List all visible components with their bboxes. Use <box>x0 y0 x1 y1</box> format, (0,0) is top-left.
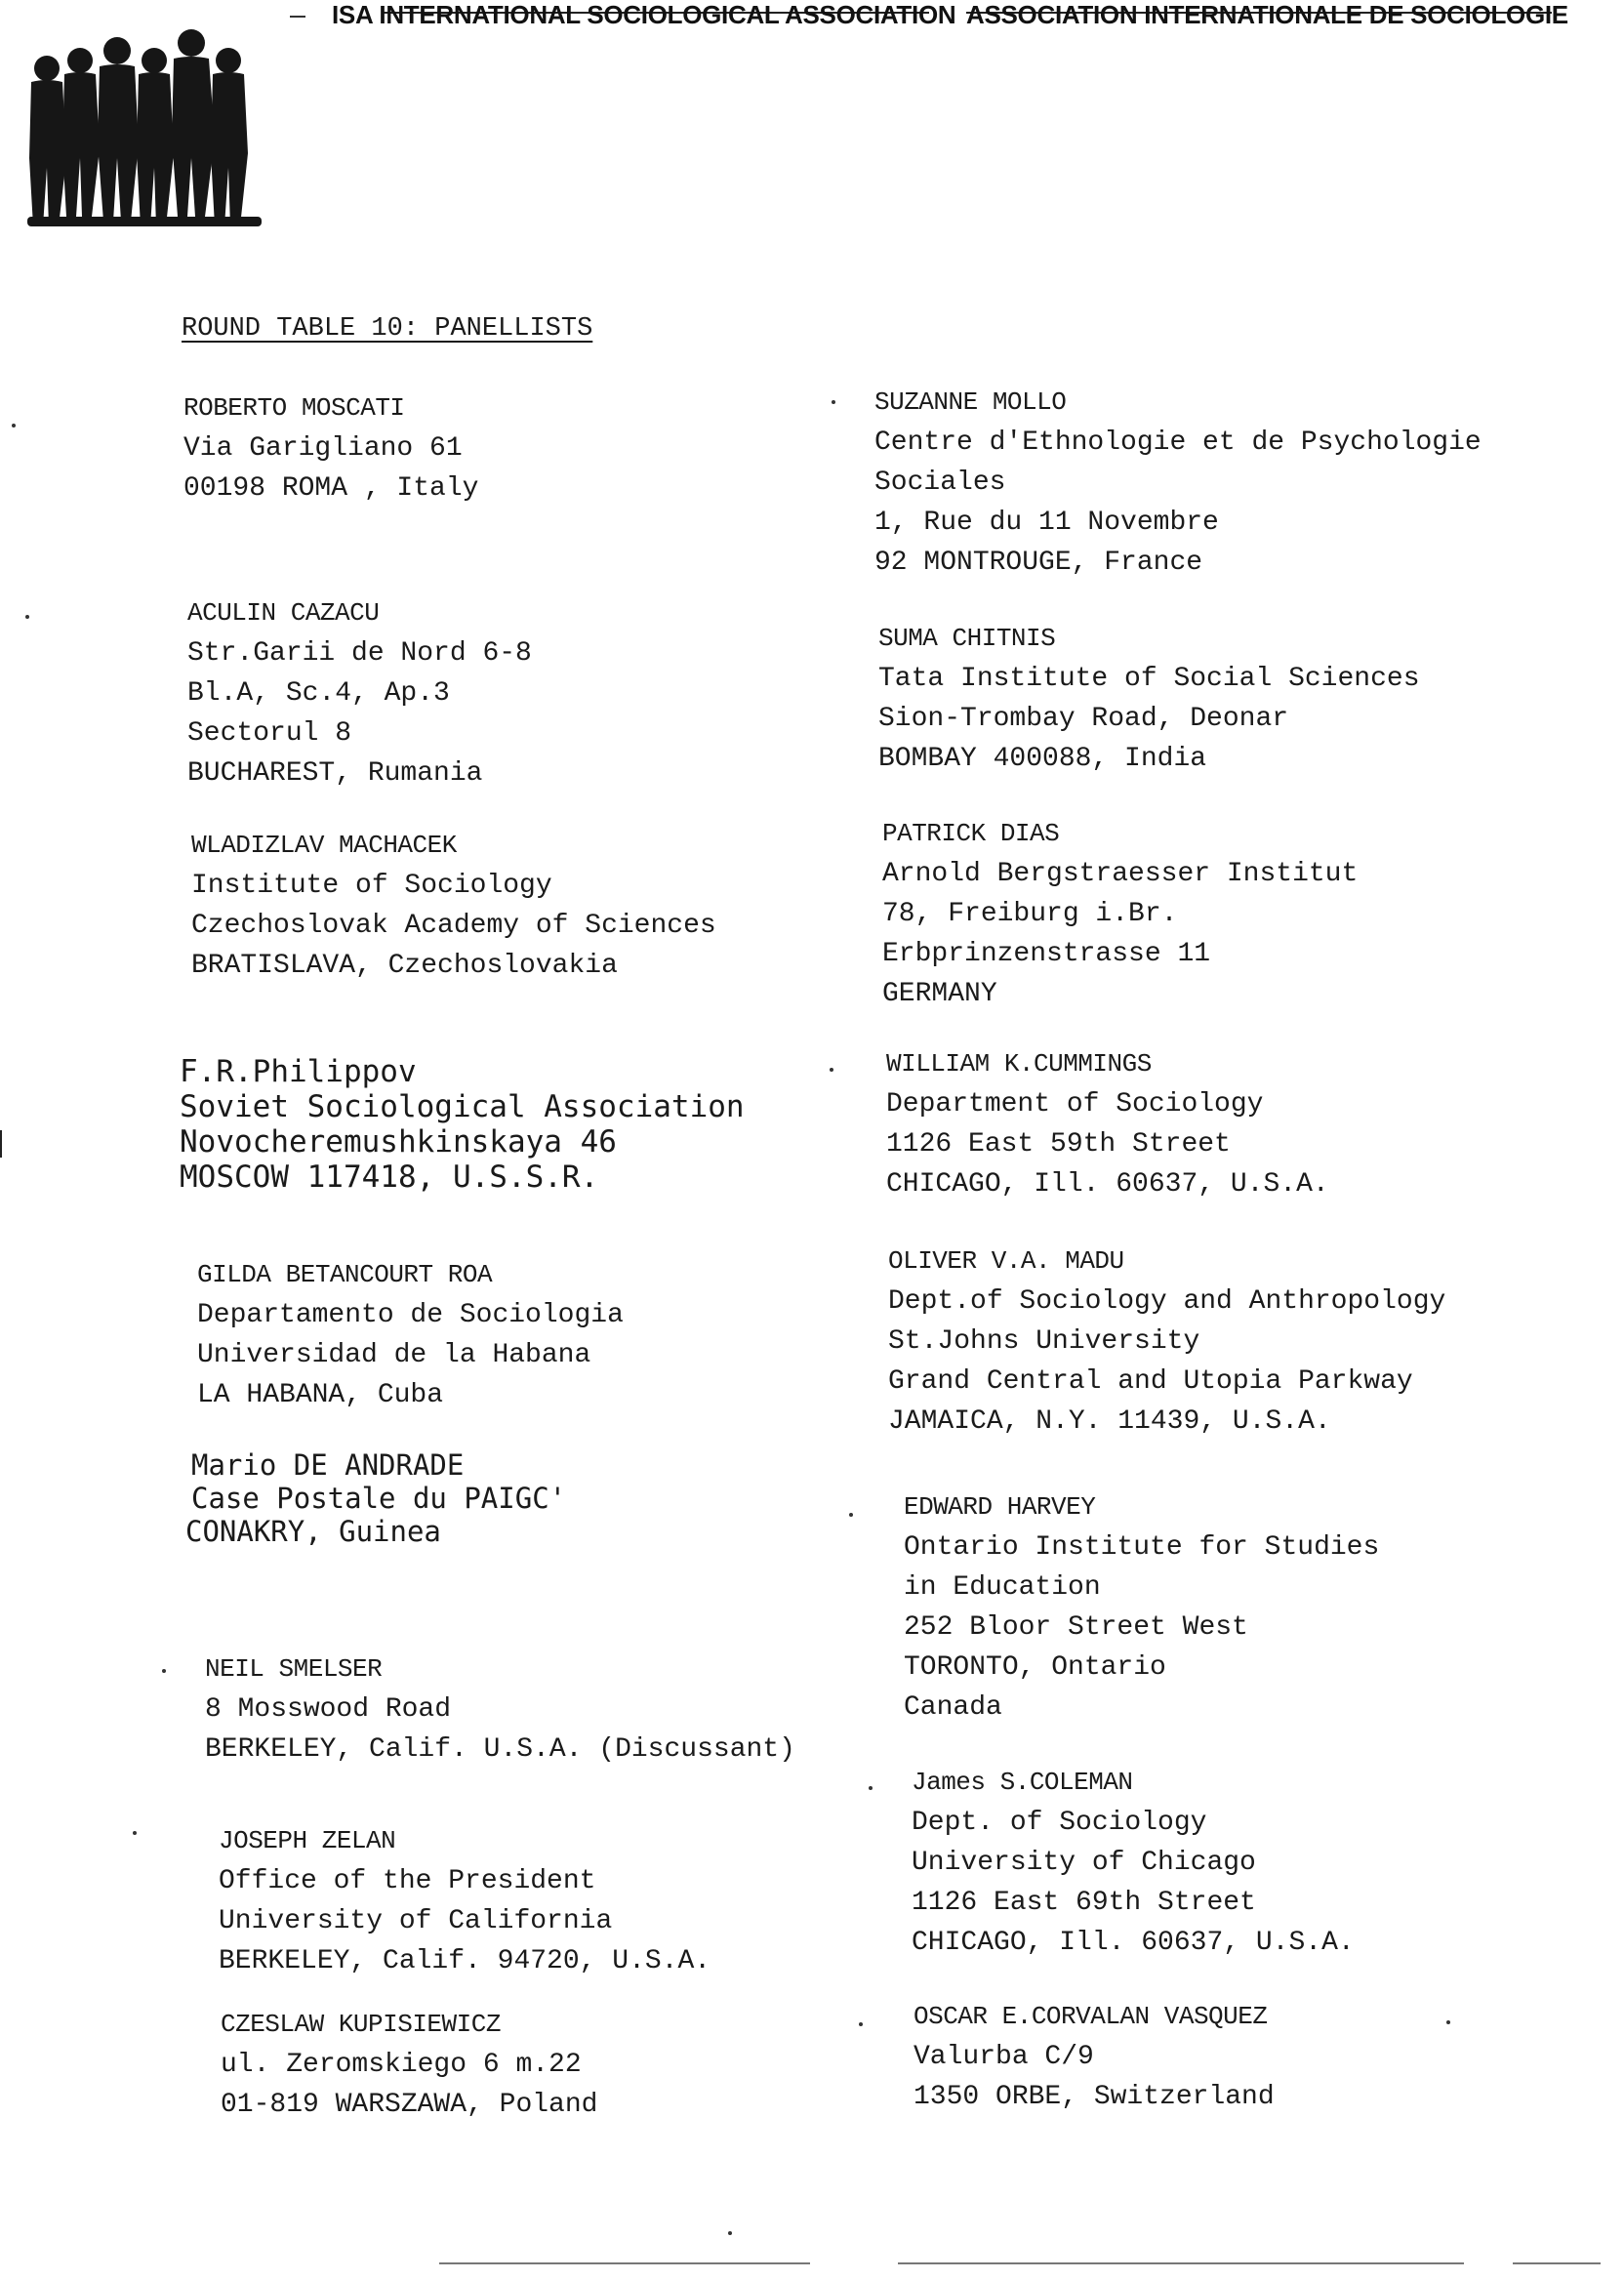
address-line: Institute of Sociology <box>191 871 552 901</box>
address-line: Departamento de Sociologia <box>197 1300 624 1330</box>
panellist-entry <box>180 1054 745 1195</box>
address-line: JAMAICA, N.Y. 11439, U.S.A. <box>888 1406 1331 1437</box>
address-line: BRATISLAVA, Czechoslovakia <box>191 951 618 981</box>
panellist-entry <box>183 388 478 509</box>
scan-edge-mark <box>0 1130 2 1158</box>
address-line: St.Johns University <box>888 1326 1200 1357</box>
scan-speck <box>849 1513 853 1517</box>
address-line: Centre d'Ethnologie et de Psychologie <box>874 428 1482 458</box>
address-line: BERKELEY, Calif. U.S.A. (Discussant) <box>205 1734 795 1765</box>
address-line: Ontario Institute for Studies <box>904 1532 1380 1563</box>
letterhead <box>0 0 1624 254</box>
address-line: University of California <box>219 1906 613 1936</box>
address-line: Novocheremushkinskaya 46 <box>180 1124 617 1160</box>
address-line: Canada <box>904 1692 1002 1723</box>
scan-speck <box>12 424 16 428</box>
panellist-name: PATRICK DIAS <box>882 819 1060 848</box>
address-line: Grand Central and Utopia Parkway <box>888 1366 1413 1397</box>
people-silhouette-group-icon <box>20 21 264 231</box>
address-line: University of Chicago <box>912 1848 1256 1878</box>
panellist-name: SUMA CHITNIS <box>878 624 1056 653</box>
address-line: 1350 ORBE, Switzerland <box>914 2082 1275 2112</box>
panellist-name: OSCAR E.CORVALAN VASQUEZ <box>914 2002 1268 2031</box>
address-line: Soviet Sociological Association <box>180 1089 745 1124</box>
panellist-name: ROBERTO MOSCATI <box>183 393 405 423</box>
scan-speck <box>859 2022 863 2026</box>
panellist-entry <box>904 1487 1379 1728</box>
address-line: Valurba C/9 <box>914 2042 1094 2072</box>
panellist-entry <box>912 1763 1355 1963</box>
panellist-entry <box>874 383 1482 583</box>
address-line: 78, Freiburg i.Br. <box>882 899 1178 929</box>
address-line: Sectorul 8 <box>187 718 352 749</box>
address-line: Office of the President <box>219 1866 596 1896</box>
address-line: Case Postale du PAIGC' <box>191 1482 567 1515</box>
panellist-name: ACULIN CAZACU <box>187 598 380 628</box>
scan-speck <box>1446 2020 1450 2024</box>
address-line: Erbprinzenstrasse 11 <box>882 939 1211 969</box>
address-line: BUCHAREST, Rumania <box>187 758 483 789</box>
panellist-name: Mario DE ANDRADE <box>191 1448 465 1482</box>
panellist-name: James S.COLEMAN <box>912 1768 1133 1797</box>
address-line: Tata Institute of Social Sciences <box>878 664 1420 694</box>
panellist-name: SUZANNE MOLLO <box>874 387 1067 417</box>
address-line: Dept. of Sociology <box>912 1808 1207 1838</box>
address-line: 252 Bloor Street West <box>904 1612 1248 1643</box>
panellist-name: NEIL SMELSER <box>205 1654 383 1684</box>
address-line: 00198 ROMA , Italy <box>183 473 479 504</box>
panellist-entry <box>221 2005 597 2125</box>
address-line: LA HABANA, Cuba <box>197 1380 444 1410</box>
address-line: Dept.of Sociology and Anthropology <box>888 1286 1446 1317</box>
address-line: 1, Rue du 11 Novembre <box>874 508 1219 538</box>
address-line: GERMANY <box>882 979 997 1009</box>
address-line: Czechoslovak Academy of Sciences <box>191 911 716 941</box>
panellist-entry <box>191 826 716 986</box>
page-title: ROUND TABLE 10: PANELLISTS <box>182 314 593 344</box>
panellist-name: WILLIAM K.CUMMINGS <box>886 1049 1152 1079</box>
panellist-entry <box>886 1044 1329 1204</box>
panellist-name: EDWARD HARVEY <box>904 1492 1096 1522</box>
address-line: Arnold Bergstraesser Institut <box>882 859 1359 889</box>
association-name-en: ISA INTERNATIONAL SOCIOLOGICAL ASSOCIATION <box>332 0 956 29</box>
panellist-name: OLIVER V.A. MADU <box>888 1246 1124 1276</box>
panellist-name: CZESLAW KUPISIEWICZ <box>221 2010 501 2039</box>
address-line: CONAKRY, Guinea <box>185 1515 441 1548</box>
scan-speck <box>162 1669 166 1673</box>
address-line: 92 MONTROUGE, France <box>874 548 1203 578</box>
panellist-name: F.R.Philippov <box>180 1054 417 1089</box>
scan-speck <box>25 615 29 619</box>
panellist-entry <box>888 1242 1445 1442</box>
address-line: TORONTO, Ontario <box>904 1652 1166 1683</box>
panellist-entry <box>197 1255 624 1415</box>
address-line: ul. Zeromskiego 6 m.22 <box>221 2050 582 2080</box>
address-line: Via Garigliano 61 <box>183 433 463 464</box>
panellist-entry <box>187 593 532 794</box>
address-line: Bl.A, Sc.4, Ap.3 <box>187 678 450 709</box>
address-line: in Education <box>904 1572 1101 1603</box>
address-line: Str.Garii de Nord 6-8 <box>187 638 532 669</box>
scan-speck <box>832 400 835 404</box>
address-line: Sion-Trombay Road, Deonar <box>878 704 1289 734</box>
scan-speck <box>830 1068 833 1072</box>
address-line: Universidad de la Habana <box>197 1340 591 1370</box>
panellist-entry <box>185 1448 567 1548</box>
panellist-entry <box>205 1649 795 1770</box>
panellist-entry <box>914 1997 1275 2117</box>
address-line: Department of Sociology <box>886 1089 1264 1120</box>
panellist-name: JOSEPH ZELAN <box>219 1826 396 1855</box>
address-line: BOMBAY 400088, India <box>878 744 1207 774</box>
scan-speck <box>133 1831 137 1835</box>
address-line: 01-819 WARSZAWA, Poland <box>221 2090 598 2120</box>
footer-rule <box>439 2262 810 2264</box>
footer-rule <box>1513 2262 1601 2264</box>
footer-rule <box>898 2262 1464 2264</box>
scan-speck <box>728 2231 732 2235</box>
address-line: MOSCOW 117418, U.S.S.R. <box>180 1160 599 1195</box>
panellist-name: WLADIZLAV MACHACEK <box>191 831 457 860</box>
panellist-entry <box>878 619 1420 779</box>
panellist-entry <box>882 814 1358 1014</box>
address-line: 8 Mosswood Road <box>205 1694 452 1725</box>
address-line: Sociales <box>874 468 1006 498</box>
address-line: 1126 East 59th Street <box>886 1129 1231 1160</box>
address-line: BERKELEY, Calif. 94720, U.S.A. <box>219 1946 711 1976</box>
address-line: 1126 East 69th Street <box>912 1888 1256 1918</box>
association-name-fr: ASSOCIATION INTERNATIONALE DE SOCIOLOGIE <box>966 0 1568 29</box>
panellist-name: GILDA BETANCOURT ROA <box>197 1260 493 1289</box>
address-line: CHICAGO, Ill. 60637, U.S.A. <box>912 1928 1355 1958</box>
scan-speck <box>869 1786 873 1790</box>
panellist-entry <box>219 1821 710 1981</box>
address-line: CHICAGO, Ill. 60637, U.S.A. <box>886 1169 1329 1200</box>
header-dash <box>290 16 305 18</box>
